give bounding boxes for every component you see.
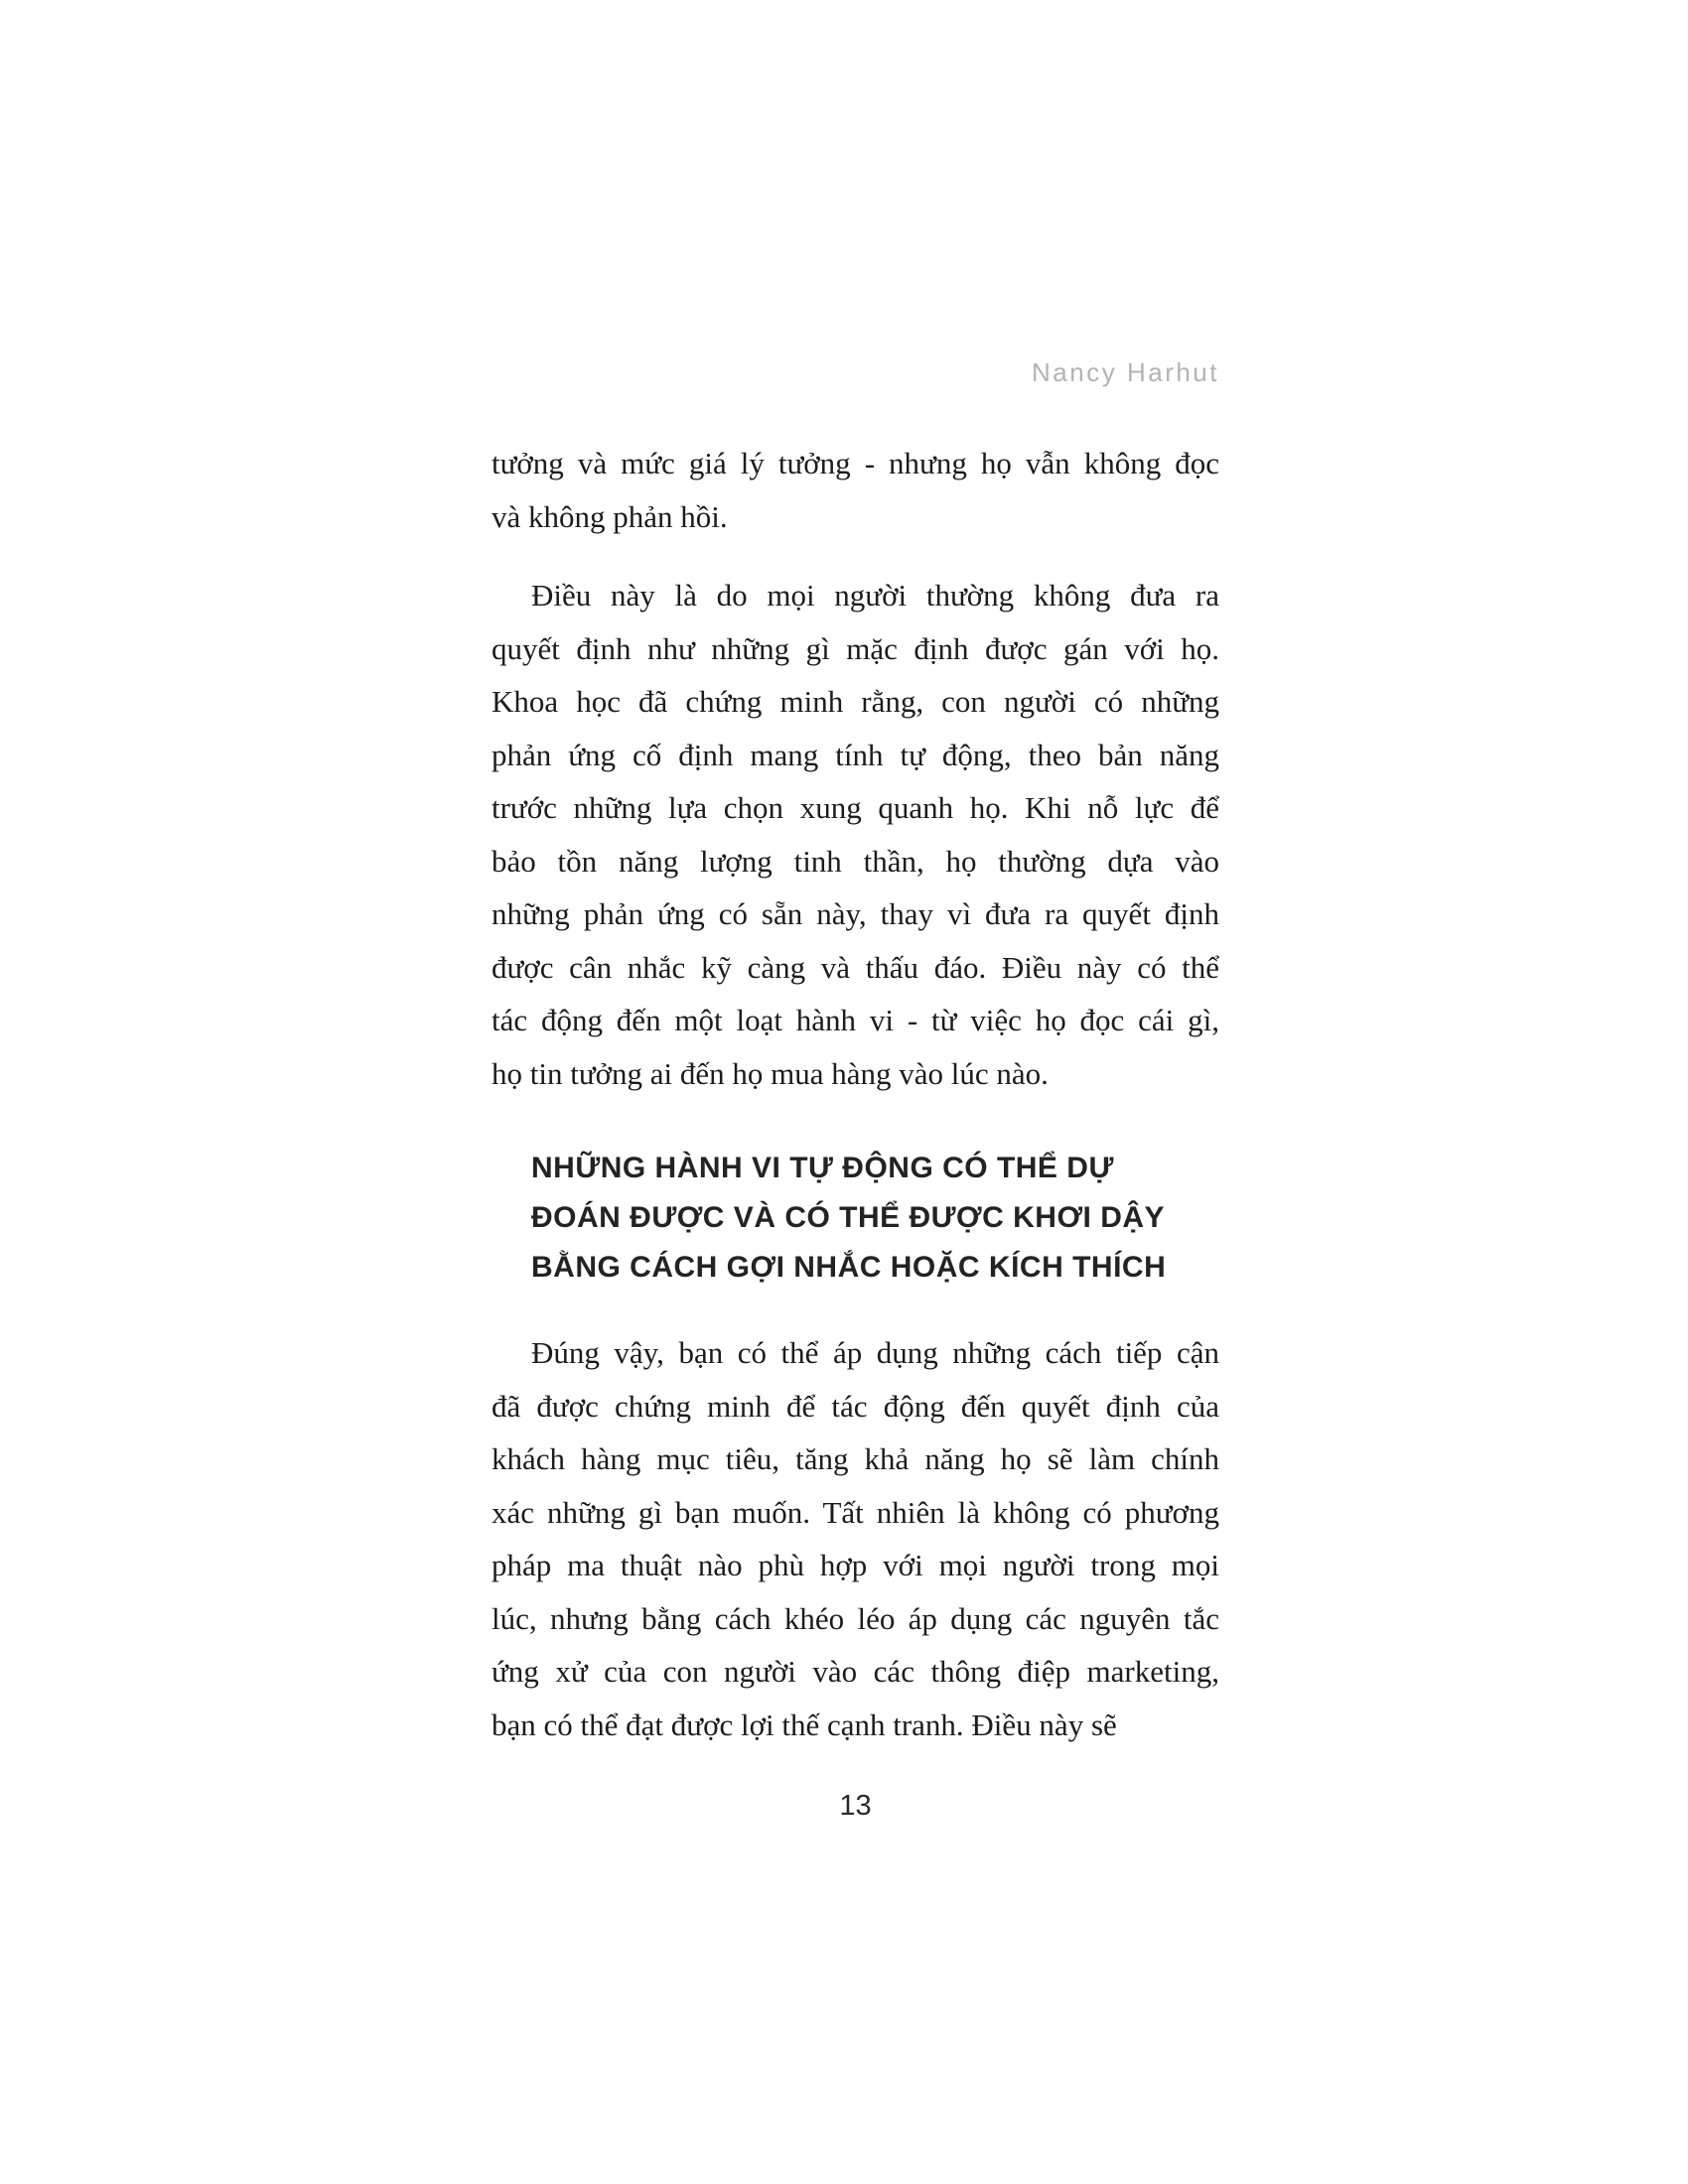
body-paragraph bbox=[492, 437, 1219, 543]
body-text-line: phản ứng cố định mang tính tự động, theo bản năng bbox=[492, 737, 1219, 772]
body-text-line: lúc, nhưng bằng cách khéo léo áp dụng các nguyên tắc bbox=[492, 1600, 1219, 1636]
body-text-line: tưởng và mức giá lý tưởng - nhưng họ vẫn không đọc bbox=[492, 446, 1219, 480]
body-text-line: Điều này là do mọi người thường không đưa ra bbox=[531, 578, 1219, 613]
section-heading bbox=[492, 1144, 1219, 1293]
body-text-line: Khoa học đã chứng minh rằng, con người có những bbox=[492, 684, 1219, 719]
body-text-line: bảo tồn năng lượng tinh thần, họ thường dựa vào bbox=[492, 843, 1219, 879]
body-text-line: họ tin tưởng ai đến họ mua hàng vào lúc nào. bbox=[492, 1055, 1049, 1091]
running-header-author: Nancy Harhut bbox=[1032, 357, 1219, 387]
body-text-line: trước những lựa chọn xung quanh họ. Khi nỗ lực để bbox=[492, 790, 1219, 825]
body-text-line: đã được chứng minh để tác động đến quyết định của bbox=[492, 1388, 1219, 1424]
text-column bbox=[492, 437, 1219, 1751]
body-text-line: Đúng vậy, bạn có thể áp dụng những cách tiếp cận bbox=[531, 1335, 1219, 1370]
body-text-line: bạn có thể đạt được lợi thế cạnh tranh. Điều này sẽ bbox=[492, 1706, 1117, 1742]
page-number: 13 bbox=[839, 1790, 872, 1822]
body-text-line: pháp ma thuật nào phù hợp với mọi người trong mọi bbox=[492, 1548, 1219, 1582]
body-text-line: quyết định như những gì mặc định được gán với họ. bbox=[492, 630, 1219, 666]
body-text-line: ứng xử của con người vào các thông điệp marketing, bbox=[492, 1654, 1219, 1689]
body-text-line: xác những gì bạn muốn. Tất nhiên là không có phương bbox=[492, 1494, 1219, 1530]
body-text-line: được cân nhắc kỹ càng và thấu đáo. Điều này có thể bbox=[492, 949, 1219, 985]
body-text-line: khách hàng mục tiêu, tăng khả năng họ sẽ làm chính bbox=[492, 1441, 1219, 1476]
body-paragraph bbox=[492, 1326, 1219, 1751]
heading-line: BẰNG CÁCH GỢI NHẮC HOẶC KÍCH THÍCH bbox=[531, 1251, 1167, 1284]
heading-line: ĐOÁN ĐƯỢC VÀ CÓ THỂ ĐƯỢC KHƠI DẬY bbox=[531, 1201, 1166, 1234]
body-text-line: những phản ứng có sẵn này, thay vì đưa ra quyết định bbox=[492, 896, 1219, 931]
body-text-line: và không phản hồi. bbox=[492, 498, 728, 534]
body-text-line: tác động đến một loạt hành vi - từ việc họ đọc cái gì, bbox=[492, 1003, 1219, 1037]
heading-line: NHỮNG HÀNH VI TỰ ĐỘNG CÓ THỂ DỰ bbox=[531, 1152, 1114, 1184]
body-paragraph bbox=[492, 569, 1219, 1100]
